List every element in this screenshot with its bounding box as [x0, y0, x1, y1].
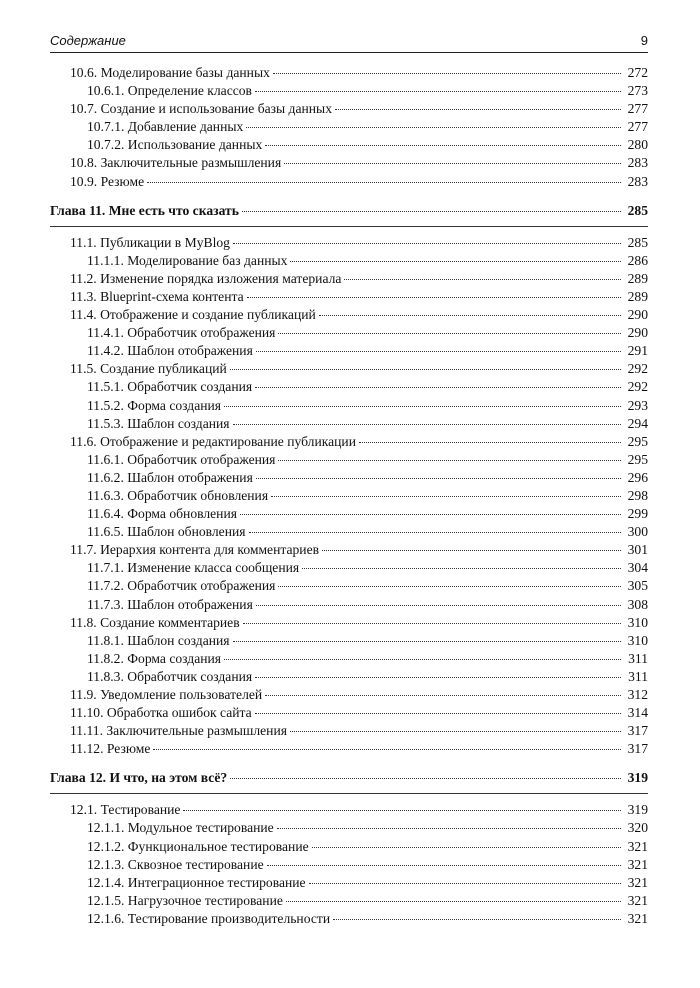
- toc-entry[interactable]: [50, 856, 648, 874]
- toc-entry[interactable]: [50, 100, 648, 118]
- toc-entry-page: 298: [627, 487, 648, 503]
- toc-entry-label: 11.5.3. Шаблон создания: [87, 415, 230, 431]
- dot-leader: [183, 810, 621, 811]
- header-title: Содержание: [50, 33, 126, 48]
- dot-leader: [309, 883, 621, 884]
- toc-entry-label: 10.6. Моделирование базы данных: [70, 65, 270, 80]
- toc-entry-page: 292: [627, 379, 648, 395]
- toc-entry[interactable]: [50, 252, 648, 270]
- toc-entry[interactable]: [50, 541, 648, 559]
- dot-leader: [267, 865, 621, 866]
- toc-entry-label: 11.5.2. Форма создания: [87, 397, 222, 413]
- toc-entry[interactable]: [50, 487, 648, 505]
- toc-entry-page: 296: [627, 469, 648, 485]
- dot-leader: [255, 387, 621, 388]
- toc-entry-label: 11.7. Иерархия контента для комментариев: [70, 542, 320, 558]
- toc-entry[interactable]: [50, 288, 648, 306]
- toc-entry-page: 283: [627, 173, 648, 189]
- toc-entry-page: 305: [627, 578, 648, 594]
- toc-entry-label: 11.9. Уведомление пользователей: [70, 687, 263, 702]
- toc-entry[interactable]: [50, 324, 648, 342]
- toc-entry[interactable]: [50, 397, 648, 415]
- toc-entry-label: 12.1.5. Нагрузочное тестирование: [87, 892, 283, 908]
- toc-entry-label: 12.1.6. Тестирование производительности: [87, 910, 331, 926]
- dot-leader: [290, 731, 621, 732]
- chapter-divider: [50, 793, 648, 794]
- toc-entry-page: 310: [627, 632, 648, 648]
- toc-entry[interactable]: [50, 577, 648, 595]
- dot-leader: [240, 514, 621, 515]
- toc-entry-label: 11.10. Обработка ошибок сайта: [70, 705, 252, 721]
- toc-entry-label: 11.4.2. Шаблон отображения: [87, 343, 253, 359]
- toc-entry-page: 300: [627, 524, 648, 540]
- dot-leader: [284, 163, 621, 164]
- toc-entry-page: 310: [627, 614, 648, 630]
- dot-leader: [278, 586, 621, 587]
- toc-entry-page: 314: [627, 705, 648, 721]
- toc-entry[interactable]: [50, 270, 648, 288]
- toc-entry-page: 304: [627, 560, 648, 576]
- toc-entry[interactable]: [50, 469, 648, 487]
- toc-entry[interactable]: [50, 874, 648, 892]
- toc-entry-page: 321: [627, 874, 648, 890]
- toc-entry-label: 11.8. Создание комментариев: [70, 614, 240, 630]
- toc-entry-label: 11.1.1. Моделирование баз данных: [87, 252, 288, 268]
- dot-leader: [224, 406, 621, 407]
- dot-leader: [255, 713, 621, 714]
- toc-entry-page: 317: [627, 723, 648, 739]
- toc-entry-page: 311: [628, 668, 648, 684]
- toc-entry-page: 277: [627, 101, 648, 117]
- toc-entry-page: 301: [627, 542, 648, 558]
- toc-entry-page: 273: [627, 83, 648, 99]
- dot-leader: [233, 424, 621, 425]
- toc-entry[interactable]: [50, 378, 648, 396]
- toc-entry-label: 11.4. Отображение и создание публикаций: [70, 307, 316, 323]
- toc-entry[interactable]: [50, 64, 648, 82]
- toc-entry[interactable]: [50, 360, 648, 378]
- toc-chapter-label: Глава 12. И что, на этом всё?: [50, 770, 228, 786]
- toc-entry-label: 11.6.1. Обработчик отображения: [87, 451, 276, 467]
- toc-entry-label: 11.6. Отображение и редактирование публикации: [70, 433, 356, 449]
- dot-leader: [233, 641, 621, 642]
- toc-entry-page: 289: [627, 288, 648, 304]
- toc-entry-label: 11.1. Публикации в MyBlog: [70, 234, 230, 250]
- dot-leader: [333, 919, 621, 920]
- toc-entry-page: 272: [627, 65, 648, 80]
- toc-entry-page: 312: [627, 687, 648, 702]
- toc-entry[interactable]: [50, 686, 648, 704]
- toc-entry[interactable]: [50, 740, 648, 758]
- toc-entry[interactable]: [50, 704, 648, 722]
- dot-leader: [256, 478, 621, 479]
- dot-leader: [319, 315, 621, 316]
- toc-entry-page: 299: [627, 506, 648, 522]
- toc-entry-page: 292: [627, 361, 648, 377]
- toc-entry-label: 10.9. Резюме: [70, 173, 145, 189]
- toc-chapter-label: Глава 11. Мне есть что сказать: [50, 202, 239, 218]
- toc-entry-label: 10.8. Заключительные размышления: [70, 155, 282, 171]
- toc-entry-label: 11.7.3. Шаблон отображения: [87, 596, 253, 612]
- dot-leader: [290, 261, 621, 262]
- dot-leader: [243, 623, 621, 624]
- toc-entry-label: 11.2. Изменение порядка изложения материала: [70, 270, 342, 286]
- toc-entry[interactable]: [50, 596, 648, 614]
- toc-entry[interactable]: [50, 650, 648, 668]
- toc-entry[interactable]: [50, 614, 648, 632]
- toc-entry-page: 283: [627, 155, 648, 171]
- dot-leader: [344, 279, 621, 280]
- toc-entry-label: 10.7.1. Добавление данных: [87, 119, 244, 135]
- toc-entry[interactable]: [50, 306, 648, 324]
- toc-entry[interactable]: [50, 342, 648, 360]
- dot-leader: [302, 568, 621, 569]
- dot-leader: [242, 211, 621, 212]
- toc-entry[interactable]: [50, 433, 648, 451]
- dot-leader: [335, 109, 621, 110]
- toc-entry-page: 319: [627, 802, 648, 818]
- toc-chapter-heading[interactable]: [50, 769, 648, 787]
- toc-entry[interactable]: [50, 838, 648, 856]
- toc-chapter-page: 285: [627, 202, 648, 218]
- toc-entry-label: 11.7.2. Обработчик отображения: [87, 578, 276, 594]
- toc-entry-label: 11.8.3. Обработчик создания: [87, 668, 253, 684]
- dot-leader: [147, 182, 621, 183]
- toc-entry-page: 290: [627, 307, 648, 323]
- toc-entry-page: 295: [627, 433, 648, 449]
- toc-entry[interactable]: [50, 910, 648, 928]
- toc-entry-page: 289: [627, 270, 648, 286]
- toc-entry-page: 321: [627, 856, 648, 872]
- toc-entry-page: 321: [627, 910, 648, 926]
- dot-leader: [278, 333, 621, 334]
- dot-leader: [230, 778, 621, 779]
- toc-entry-label: 11.8.2. Форма создания: [87, 650, 222, 666]
- dot-leader: [153, 749, 621, 750]
- toc-entry[interactable]: [50, 632, 648, 650]
- toc-entry-label: 11.6.3. Обработчик обновления: [87, 487, 269, 503]
- toc-entry-label: 10.7. Создание и использование базы данных: [70, 101, 332, 117]
- toc-entry-label: 11.5. Создание публикаций: [70, 361, 227, 377]
- dot-leader: [224, 659, 621, 660]
- toc-entry-page: 290: [627, 325, 648, 341]
- toc-entry[interactable]: [50, 668, 648, 686]
- toc-entry[interactable]: [50, 523, 648, 541]
- toc-entry-page: 321: [627, 838, 648, 854]
- dot-leader: [255, 677, 621, 678]
- toc-entry-label: 12.1.4. Интеграционное тестирование: [87, 874, 306, 890]
- toc-entry-page: 321: [627, 892, 648, 908]
- dot-leader: [265, 145, 621, 146]
- dot-leader: [256, 351, 621, 352]
- toc-entry[interactable]: [50, 118, 648, 136]
- dot-leader: [312, 847, 621, 848]
- toc-entry-label: 11.6.4. Форма обновления: [87, 506, 237, 522]
- toc-entry-page: 285: [627, 234, 648, 250]
- toc-entry[interactable]: [50, 173, 648, 191]
- toc-entry-label: 11.6.5. Шаблон обновления: [87, 524, 246, 540]
- toc-entry[interactable]: [50, 451, 648, 469]
- header-page-number: 9: [640, 33, 648, 48]
- toc-entry-label: 11.12. Резюме: [70, 741, 151, 757]
- toc-entry-page: 311: [628, 650, 648, 666]
- toc-entry-page: 280: [627, 137, 648, 153]
- toc-entry-page: 308: [627, 596, 648, 612]
- toc-entry-label: 11.3. Blueprint-схема контента: [70, 288, 244, 304]
- toc-entry-page: 286: [627, 252, 648, 268]
- dot-leader: [246, 127, 621, 128]
- dot-leader: [273, 73, 621, 74]
- toc-entry[interactable]: [50, 234, 648, 252]
- dot-leader: [286, 901, 621, 902]
- dot-leader: [249, 532, 622, 533]
- dot-leader: [255, 91, 621, 92]
- toc-entry-page: 294: [627, 415, 648, 431]
- toc-entry[interactable]: [50, 505, 648, 523]
- dot-leader: [233, 243, 621, 244]
- toc-entry-label: 10.7.2. Использование данных: [87, 137, 263, 153]
- toc-entry[interactable]: [50, 819, 648, 837]
- dot-leader: [265, 695, 621, 696]
- toc-entry-label: 11.7.1. Изменение класса сообщения: [87, 560, 300, 576]
- toc-chapter-heading[interactable]: [50, 202, 648, 220]
- chapter-divider: [50, 226, 648, 227]
- dot-leader: [247, 297, 621, 298]
- toc-entry[interactable]: [50, 801, 648, 819]
- toc-entry-page: 295: [627, 451, 648, 467]
- toc-entry-page: 317: [627, 741, 648, 757]
- toc-entry-label: 12.1.2. Функциональное тестирование: [87, 838, 309, 854]
- toc-entry-label: 12.1.3. Сквозное тестирование: [87, 856, 264, 872]
- dot-leader: [322, 550, 621, 551]
- table-of-contents: [50, 64, 648, 928]
- toc-entry-label: 12.1. Тестирование: [70, 802, 181, 818]
- toc-entry-page: 293: [627, 397, 648, 413]
- dot-leader: [271, 496, 621, 497]
- toc-chapter-page: 319: [627, 770, 648, 786]
- dot-leader: [277, 828, 621, 829]
- toc-entry-label: 12.1.1. Модульное тестирование: [87, 820, 274, 836]
- spacer: [50, 191, 648, 202]
- dot-leader: [230, 369, 621, 370]
- toc-entry-page: 291: [627, 343, 648, 359]
- toc-entry-label: 11.8.1. Шаблон создания: [87, 632, 230, 648]
- toc-entry[interactable]: [50, 892, 648, 910]
- toc-entry[interactable]: [50, 136, 648, 154]
- spacer: [50, 758, 648, 769]
- toc-entry-label: 11.11. Заключительные размышления: [70, 723, 287, 739]
- dot-leader: [278, 460, 621, 461]
- toc-entry[interactable]: [50, 559, 648, 577]
- dot-leader: [256, 605, 621, 606]
- dot-leader: [359, 442, 621, 443]
- toc-entry[interactable]: [50, 722, 648, 740]
- toc-entry-page: 277: [627, 119, 648, 135]
- toc-entry[interactable]: [50, 415, 648, 433]
- toc-entry-label: 10.6.1. Определение классов: [87, 83, 252, 99]
- toc-entry[interactable]: [50, 154, 648, 172]
- running-header: [50, 32, 648, 53]
- toc-entry-page: 320: [627, 820, 648, 836]
- toc-entry-label: 11.6.2. Шаблон отображения: [87, 469, 253, 485]
- toc-entry-label: 11.4.1. Обработчик отображения: [87, 325, 276, 341]
- toc-entry-label: 11.5.1. Обработчик создания: [87, 379, 253, 395]
- toc-entry[interactable]: [50, 82, 648, 100]
